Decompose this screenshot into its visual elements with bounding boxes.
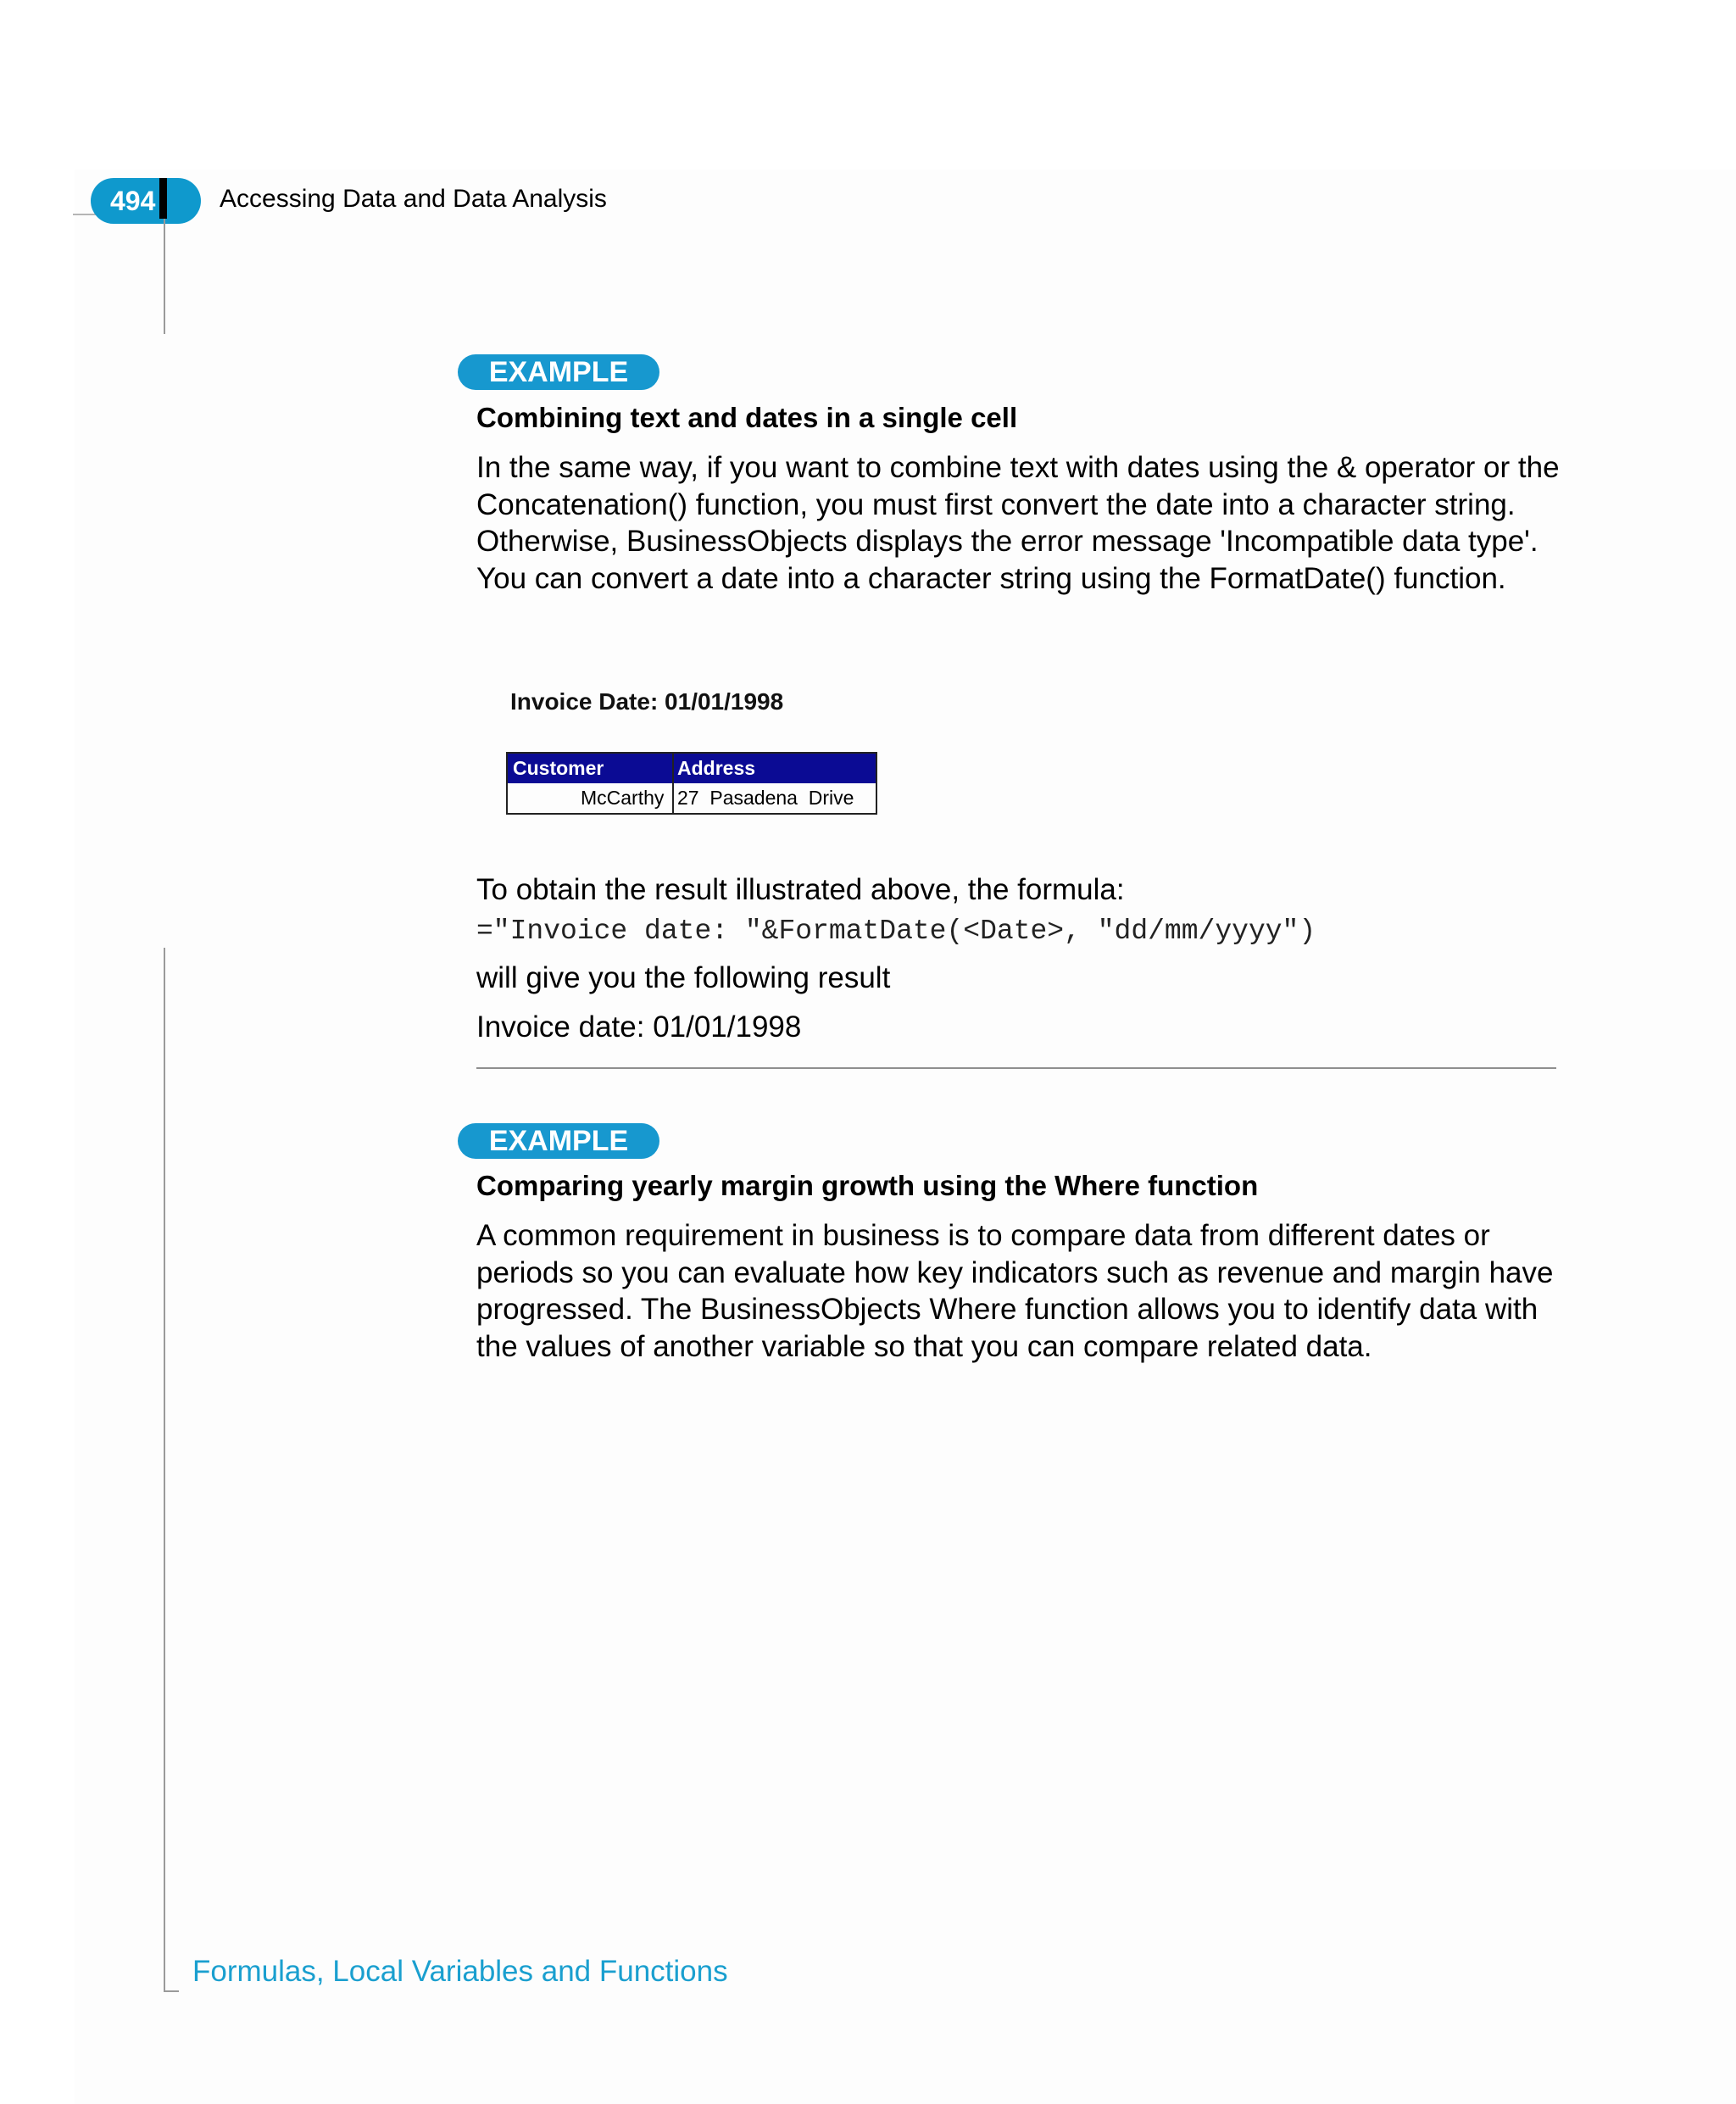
- page-number: 494: [110, 186, 156, 216]
- figure-caption: Invoice Date: 01/01/1998: [510, 688, 784, 715]
- invoice-table: [506, 752, 877, 815]
- table-cell-address: 27 Pasadena Drive: [677, 787, 854, 809]
- example-1-body: In the same way, if you want to combine text with dates using the & operator or the Concatenation() function, you must first convert the date into a character string. Otherwise, BusinessObjects displays the error message 'Incompatible data type'. You can convert a date into a character string using the FormatDate() function.: [476, 451, 1560, 595]
- example-1-title: Combining text and dates in a single cell: [476, 402, 1018, 433]
- margin-line-top: [164, 219, 165, 334]
- example-badge-2: EXAMPLE: [458, 1123, 659, 1159]
- table-column-divider: [672, 754, 674, 813]
- result-intro: will give you the following result: [476, 961, 891, 994]
- table-header-address: Address: [677, 757, 756, 779]
- example-2-body: A common requirement in business is to compare data from different dates or periods so you can evaluate how key indicators such as revenue and margin have progressed. The BusinessObjects Where function allows you to identify data with the values of another variable so that you can compare related data.: [476, 1219, 1554, 1363]
- formula-code: ="Invoice date: "&FormatDate(<Date>, "dd/mm/yyyy"): [476, 916, 1316, 947]
- example-2-title: Comparing yearly margin growth using the Where function: [476, 1170, 1259, 1201]
- table-header-customer: Customer: [513, 757, 604, 779]
- margin-line-bottom: [164, 948, 165, 1992]
- table-cell-customer: McCarthy: [581, 787, 665, 809]
- result-text: Invoice date: 01/01/1998: [476, 1010, 802, 1044]
- page-number-bar: [159, 178, 167, 219]
- footer-rule: [164, 1990, 179, 1992]
- example-badge-1: EXAMPLE: [458, 354, 659, 390]
- section-divider: [476, 1067, 1556, 1069]
- formula-intro: To obtain the result illustrated above, the formula:: [476, 873, 1125, 906]
- chapter-footer: Formulas, Local Variables and Functions: [192, 1955, 728, 1988]
- running-head: Accessing Data and Data Analysis: [220, 185, 607, 213]
